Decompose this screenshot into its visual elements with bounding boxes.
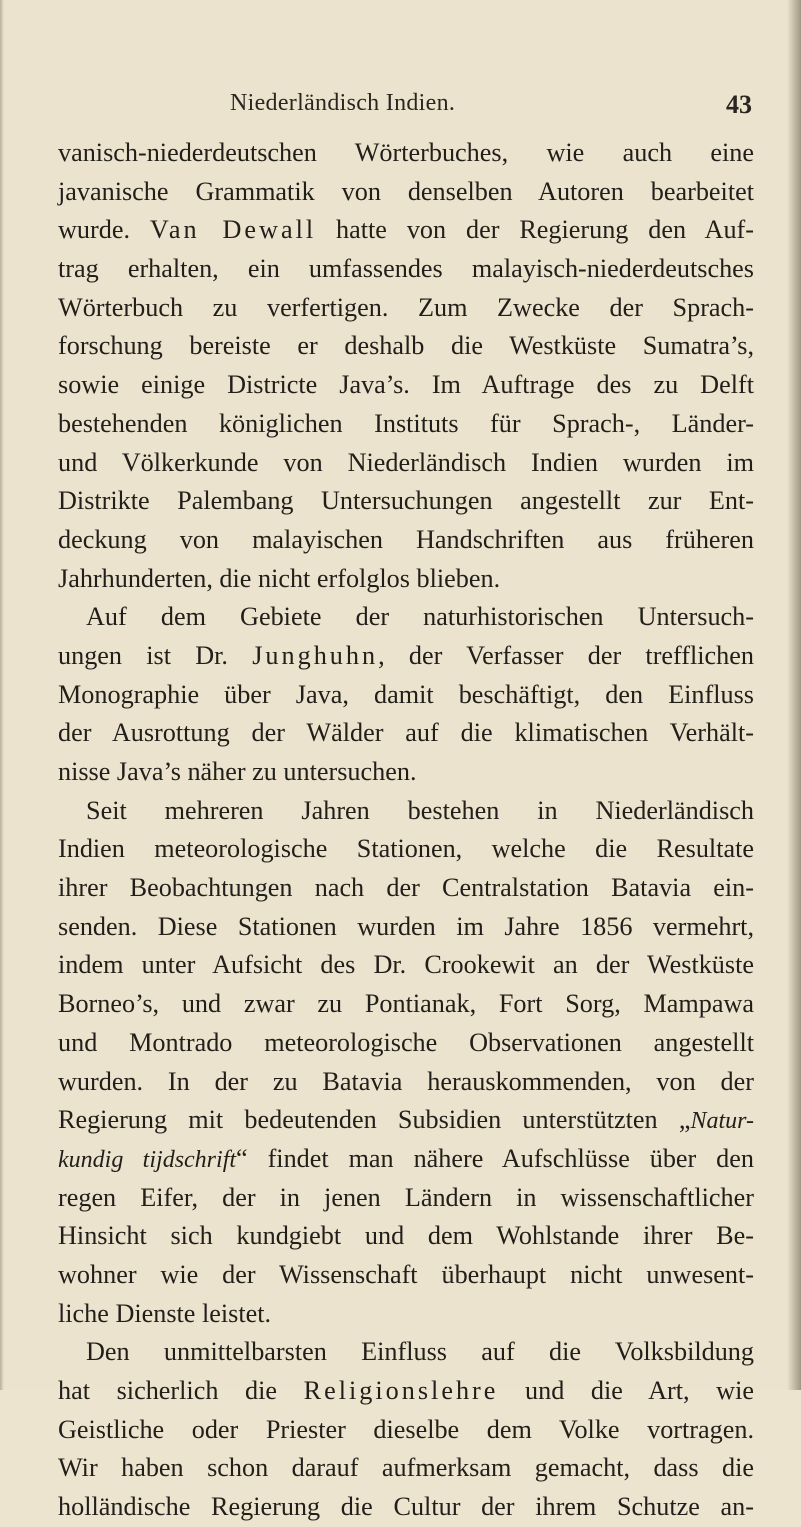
text-line: Hinsicht sich kundgiebt und dem Wohlstande ihrer Be- [58, 1221, 754, 1251]
text-line: Den unmittelbarsten Einfluss auf die Volksbildung [86, 1337, 754, 1367]
binding-shadow [787, 0, 801, 1390]
text-fragment: “ findet man nähere Aufschlüsse über den [236, 1143, 754, 1173]
text-line [58, 1140, 754, 1179]
text-line: und Völkerkunde von Niederländisch Indien wurden im [58, 447, 754, 477]
text-line: Geistliche oder Priester dieselbe dem Volke vortragen. [58, 1414, 754, 1444]
running-head [60, 90, 752, 124]
text-fragment: ungen ist Dr. [58, 640, 253, 670]
text-line: regen Eifer, der in jenen Ländern in wissenschaftlicher [58, 1182, 754, 1212]
text-line: Wörterbuch zu verfertigen. Zum Zwecke der Sprach- [58, 292, 754, 322]
text-line [58, 211, 754, 250]
spaced-name: Van Dewall [149, 215, 317, 245]
body-text [58, 134, 754, 1527]
spaced-name: Junghuhn [252, 640, 379, 670]
text-fragment: Regierung mit bedeutenden Subsidien unterstützten „ [58, 1105, 691, 1135]
text-line: Jahrhunderten, die nicht erfolglos blieben. [58, 563, 501, 593]
text-line: forschung bereiste er deshalb die Westküste Sumatra’s, [58, 331, 754, 361]
text-line: javanische Grammatik von denselben Autoren bearbeitet [58, 176, 754, 206]
text-line: vanisch-niederdeutschen Wörterbuches, wie auch eine [58, 138, 754, 167]
text-line: sowie einige Districte Java’s. Im Auftrage des zu Delft [58, 370, 754, 400]
text-line: liche Dienste leistet. [58, 1298, 272, 1328]
text-line: trag erhalten, ein umfassendes malayisch-niederdeutsches [58, 254, 754, 284]
text-line: Indien meteorologische Stationen, welche die Resultate [58, 834, 754, 864]
text-fragment: hat sicherlich die [58, 1376, 304, 1405]
text-line: senden. Diese Stationen wurden im Jahre 1856 vermehrt, [58, 911, 754, 941]
text-line: wurden. In der zu Batavia herauskommenden, von der [58, 1066, 754, 1096]
text-line: Borneo’s, und zwar zu Pontianak, Fort Sorg, Mampawa [58, 989, 754, 1019]
page-left-edge [0, 0, 4, 1390]
text-line: Wir haben schon darauf aufmerksam gemacht, dass die [58, 1453, 754, 1483]
text-fragment: , der Verfasser der trefflichen [378, 640, 754, 670]
text-line: Distrikte Palembang Untersuchungen angestellt zur Ent- [58, 486, 754, 516]
italic-title: Natur- [690, 1108, 754, 1135]
italic-title: kundig tijdschrift [58, 1146, 237, 1173]
text-line: wohner wie der Wissenschaft überhaupt nicht unwesent- [58, 1259, 754, 1289]
text-fragment: hatte von der Regierung den Auf- [316, 215, 754, 245]
text-line: deckung von malayischen Handschriften aus früheren [58, 524, 754, 554]
text-line: Monographie über Java, damit beschäftigt, den Einfluss [58, 679, 754, 709]
text-line: und Montrado meteorologische Observationen angestellt [58, 1027, 754, 1057]
text-line: Seit mehreren Jahren bestehen in Niederländisch [86, 795, 754, 825]
text-line: ihrer Beobachtungen nach der Centralstation Batavia ein- [58, 873, 754, 903]
text-line: holländische Regierung die Cultur der ihrem Schutze an- [58, 1492, 754, 1522]
text-line: nisse Java’s näher zu untersuchen. [58, 757, 417, 786]
text-fragment: wurde. [58, 215, 150, 245]
text-line [58, 1101, 754, 1140]
page-number: 43 [726, 90, 752, 119]
text-line: der Ausrottung der Wälder auf die klimatischen Verhält- [58, 718, 754, 748]
text-line [58, 1372, 754, 1411]
running-head-title: Niederländisch Indien. [230, 90, 456, 116]
text-fragment: und die Art, wie [498, 1376, 754, 1405]
text-line: Auf dem Gebiete der naturhistorischen Untersuch- [86, 602, 754, 632]
text-line: indem unter Aufsicht des Dr. Crookewit an der Westküste [58, 950, 754, 980]
text-line: bestehenden königlichen Instituts für Sprach-, Länder- [58, 408, 754, 438]
text-line [58, 637, 754, 676]
spaced-term: Religionslehre [303, 1376, 499, 1405]
